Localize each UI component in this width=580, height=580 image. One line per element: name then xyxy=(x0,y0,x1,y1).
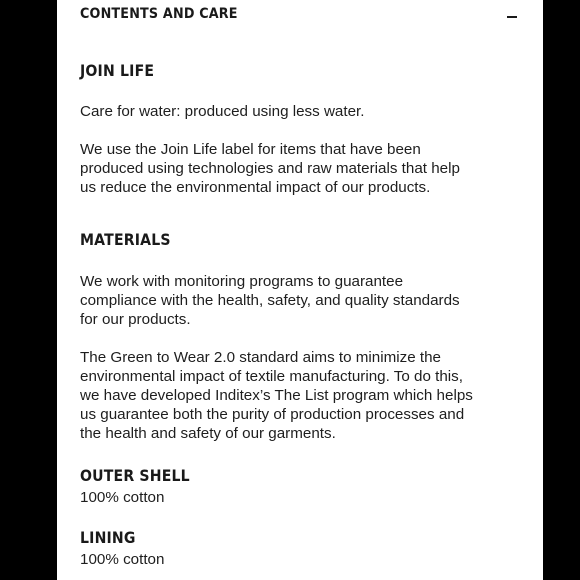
text-line: for our products. xyxy=(80,311,191,328)
text-line: 100% cotton xyxy=(80,489,165,506)
text-line: We work with monitoring programs to guarantee xyxy=(80,273,404,290)
materials-monitoring-text xyxy=(80,272,525,329)
contents-care-panel xyxy=(57,0,543,580)
outer-shell-heading: OUTER SHELL xyxy=(80,466,190,485)
accordion-header[interactable] xyxy=(80,6,520,30)
join-life-water-text xyxy=(80,102,525,121)
text-line: us reduce the environmental impact of our products. xyxy=(80,179,431,196)
text-line: The Green to Wear 2.0 standard aims to minimize the xyxy=(80,349,442,366)
outer-shell-composition xyxy=(80,488,525,507)
materials-green-to-wear-text xyxy=(80,348,525,443)
text-line: the health and safety of our garments. xyxy=(80,425,336,442)
text-line: we have developed Inditex’s The List program which helps xyxy=(80,387,473,404)
text-line: Care for water: produced using less water. xyxy=(80,103,365,120)
lining-composition xyxy=(80,550,525,569)
text-line: produced using technologies and raw materials that help xyxy=(80,160,460,177)
text-line: We use the Join Life label for items that have been xyxy=(80,141,421,158)
join-life-heading: JOIN LIFE xyxy=(80,61,155,80)
text-line: 100% cotton xyxy=(80,551,165,568)
lining-heading: LINING xyxy=(80,528,136,547)
accordion-title: CONTENTS AND CARE xyxy=(80,6,238,22)
text-line: us guarantee both the purity of production processes and xyxy=(80,406,465,423)
materials-heading: MATERIALS xyxy=(80,230,171,249)
text-line: environmental impact of textile manufacturing. To do this, xyxy=(80,368,463,385)
text-line: compliance with the health, safety, and quality standards xyxy=(80,292,460,309)
minus-icon[interactable] xyxy=(504,8,520,24)
join-life-description xyxy=(80,140,525,197)
